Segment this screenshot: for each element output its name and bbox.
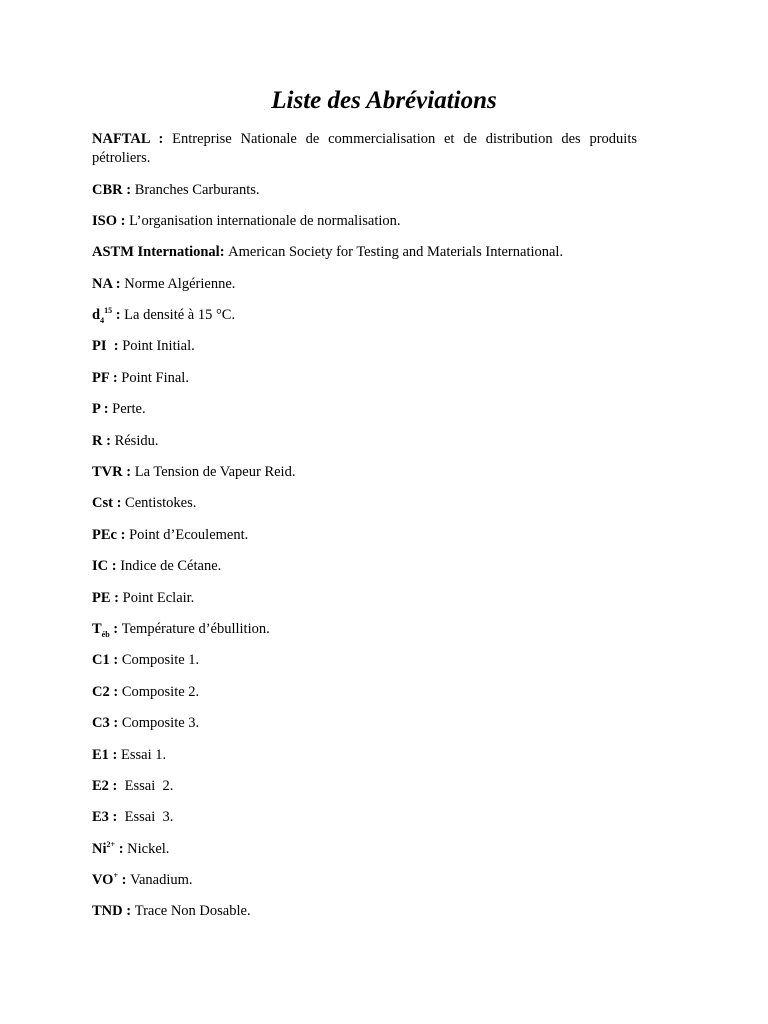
abbreviation-separator: : xyxy=(109,683,122,700)
abbreviation-entry xyxy=(92,275,637,306)
abbreviation-term-text: C2 xyxy=(92,683,110,700)
abbreviation-entry xyxy=(92,902,637,933)
abbreviation-separator: : xyxy=(108,558,121,575)
abbreviation-term-text: IC xyxy=(92,558,109,575)
abbreviation-entry xyxy=(92,494,637,525)
abbreviation-definition: Branches Carburants. xyxy=(134,181,260,198)
abbreviation-term-text: E1 xyxy=(92,746,109,763)
abbreviation-separator: : xyxy=(109,620,122,637)
abbreviation-term-text: Cst xyxy=(92,495,113,512)
abbreviation-definition: Température d’ébullition. xyxy=(121,620,270,637)
abbreviation-definition: Essai 3. xyxy=(124,809,174,826)
abbreviation-definition: Norme Algérienne. xyxy=(124,275,236,292)
abbreviation-definition: Vanadium. xyxy=(130,872,193,889)
abbreviation-term-text: PF xyxy=(92,369,110,386)
abbreviation-entry xyxy=(92,526,637,557)
abbreviation-entry xyxy=(92,620,637,651)
abbreviation-definition: La densité à 15 °C. xyxy=(124,307,236,324)
abbreviation-term-text: R xyxy=(92,432,103,449)
abbreviation-separator: : xyxy=(108,746,122,763)
abbreviation-superscript: + xyxy=(113,871,119,881)
abbreviation-definition: Entreprise Nationale de commercialisation et de distribution des produits pétroliers. xyxy=(92,131,637,166)
abbreviation-separator: : xyxy=(115,840,128,857)
abbreviation-separator: : xyxy=(112,275,125,292)
abbreviation-term-text: PI xyxy=(92,338,107,355)
abbreviation-term xyxy=(92,621,110,637)
abbreviation-definition: Essai 1. xyxy=(121,746,167,763)
abbreviation-definition: Centistokes. xyxy=(125,495,197,512)
abbreviation-definition: Composite 1. xyxy=(121,652,200,669)
abbreviation-term-text: TND xyxy=(92,903,123,920)
abbreviation-separator: : xyxy=(122,464,135,481)
abbreviation-subscript: éb xyxy=(101,629,110,639)
abbreviation-entry xyxy=(92,557,637,588)
abbreviation-entry xyxy=(92,212,637,243)
abbreviation-definition: Essai 2. xyxy=(124,777,174,794)
abbreviation-entry xyxy=(92,130,637,181)
abbreviation-term-text: VO xyxy=(92,872,114,889)
abbreviation-superscript: 2+ xyxy=(106,839,116,849)
abbreviation-entry xyxy=(92,337,637,368)
abbreviation-entry xyxy=(92,432,637,463)
abbreviation-term xyxy=(92,495,113,511)
abbreviation-term xyxy=(92,841,115,857)
abbreviation-entry xyxy=(92,840,637,871)
abbreviation-separator: : xyxy=(112,495,126,512)
abbreviation-definition: Composite 3. xyxy=(121,715,200,732)
abbreviation-term-text: Ni xyxy=(92,840,107,857)
abbreviation-separator: : xyxy=(102,432,115,449)
abbreviation-entry xyxy=(92,746,637,777)
abbreviation-separator: : xyxy=(122,903,135,920)
abbreviation-term xyxy=(92,276,112,292)
abbreviation-term xyxy=(92,244,225,260)
abbreviation-definition: Nickel. xyxy=(127,840,170,857)
abbreviation-term xyxy=(92,778,109,794)
abbreviation-entry xyxy=(92,369,637,400)
abbreviation-term-text: ISO xyxy=(92,212,117,229)
abbreviation-separator: : xyxy=(117,212,130,229)
abbreviation-term xyxy=(92,131,150,147)
abbreviation-term xyxy=(92,370,109,386)
abbreviation-entry xyxy=(92,651,637,682)
abbreviation-separator: : xyxy=(109,652,122,669)
abbreviation-entry xyxy=(92,683,637,714)
abbreviation-term-text: NAFTAL xyxy=(92,131,150,147)
abbreviation-definition: Point Final. xyxy=(121,369,189,386)
abbreviation-entry xyxy=(92,243,637,274)
abbreviation-separator: : xyxy=(109,369,122,386)
abbreviation-term-text: C3 xyxy=(92,715,110,732)
abbreviation-term-text: P xyxy=(92,401,101,418)
abbreviation-definition: La Tension de Vapeur Reid. xyxy=(134,464,296,481)
abbreviation-definition: Trace Non Dosable. xyxy=(134,903,251,920)
abbreviation-term xyxy=(92,809,109,825)
abbreviation-entry xyxy=(92,306,637,337)
page-title: Liste des Abréviations xyxy=(271,87,497,114)
abbreviation-definition: Point d’Ecoulement. xyxy=(129,526,249,543)
abbreviation-separator: : xyxy=(110,589,123,606)
abbreviation-term-text: E2 xyxy=(92,777,109,794)
abbreviation-separator: : xyxy=(112,307,125,324)
abbreviation-term xyxy=(92,338,107,354)
abbreviation-definition: American Society for Testing and Materials International. xyxy=(228,244,564,261)
abbreviation-term xyxy=(92,558,108,574)
abbreviation-term xyxy=(92,433,102,449)
abbreviation-separator: : xyxy=(118,872,131,889)
abbreviation-entry xyxy=(92,400,637,431)
abbreviation-subscript: 4 xyxy=(100,315,105,325)
abbreviation-term-text: PE xyxy=(92,589,111,606)
abbreviation-definition: L’organisation internationale de normalisation. xyxy=(129,212,401,229)
abbreviation-entry xyxy=(92,463,637,494)
abbreviation-term xyxy=(92,747,109,763)
abbreviation-separator: : xyxy=(122,181,135,198)
abbreviation-term xyxy=(92,527,117,543)
abbreviation-separator: : xyxy=(149,131,173,147)
abbreviation-definition: Perte. xyxy=(112,401,146,418)
abbreviation-separator: : xyxy=(106,338,123,355)
abbreviation-term-text: TVR xyxy=(92,464,123,481)
abbreviation-term xyxy=(92,684,110,700)
abbreviation-entry xyxy=(92,181,637,212)
abbreviation-term-text: E3 xyxy=(92,809,109,826)
abbreviation-definition: Point Eclair. xyxy=(122,589,195,606)
abbreviation-definition: Résidu. xyxy=(114,432,159,449)
abbreviation-term xyxy=(92,652,110,668)
abbreviation-term xyxy=(92,307,112,323)
abbreviation-definition: Point Initial. xyxy=(122,338,195,355)
abbreviation-entry xyxy=(92,714,637,745)
abbreviation-definition: Composite 2. xyxy=(121,683,200,700)
abbreviation-separator: : xyxy=(100,401,113,418)
abbreviation-separator: : xyxy=(116,526,130,543)
abbreviation-definition: Indice de Cétane. xyxy=(120,558,222,575)
abbreviation-term xyxy=(92,715,110,731)
abbreviation-entry xyxy=(92,808,637,839)
abbreviation-term-text: ASTM International: xyxy=(92,244,225,261)
abbreviation-separator: : xyxy=(108,809,125,826)
abbreviation-separator: : xyxy=(109,715,122,732)
abbreviation-term-text: T xyxy=(92,620,102,637)
abbreviation-separator: : xyxy=(108,777,125,794)
abbreviation-term-text: d xyxy=(92,307,101,324)
abbreviation-term-text: C1 xyxy=(92,652,110,669)
abbreviation-entry xyxy=(92,589,637,620)
abbreviation-term-text: PEc xyxy=(92,526,117,543)
abbreviation-term xyxy=(92,872,118,888)
abbreviation-superscript: 15 xyxy=(104,306,113,316)
abbreviation-term-text: NA xyxy=(92,275,113,292)
abbreviation-term xyxy=(92,182,123,198)
abbreviation-term xyxy=(92,213,117,229)
abbreviation-list xyxy=(92,130,637,934)
abbreviation-entry xyxy=(92,871,637,902)
abbreviation-term xyxy=(92,590,111,606)
abbreviation-term-text: CBR xyxy=(92,181,123,198)
abbreviation-entry xyxy=(92,777,637,808)
abbreviation-term xyxy=(92,464,123,480)
abbreviation-term xyxy=(92,401,100,417)
abbreviation-term xyxy=(92,903,123,919)
